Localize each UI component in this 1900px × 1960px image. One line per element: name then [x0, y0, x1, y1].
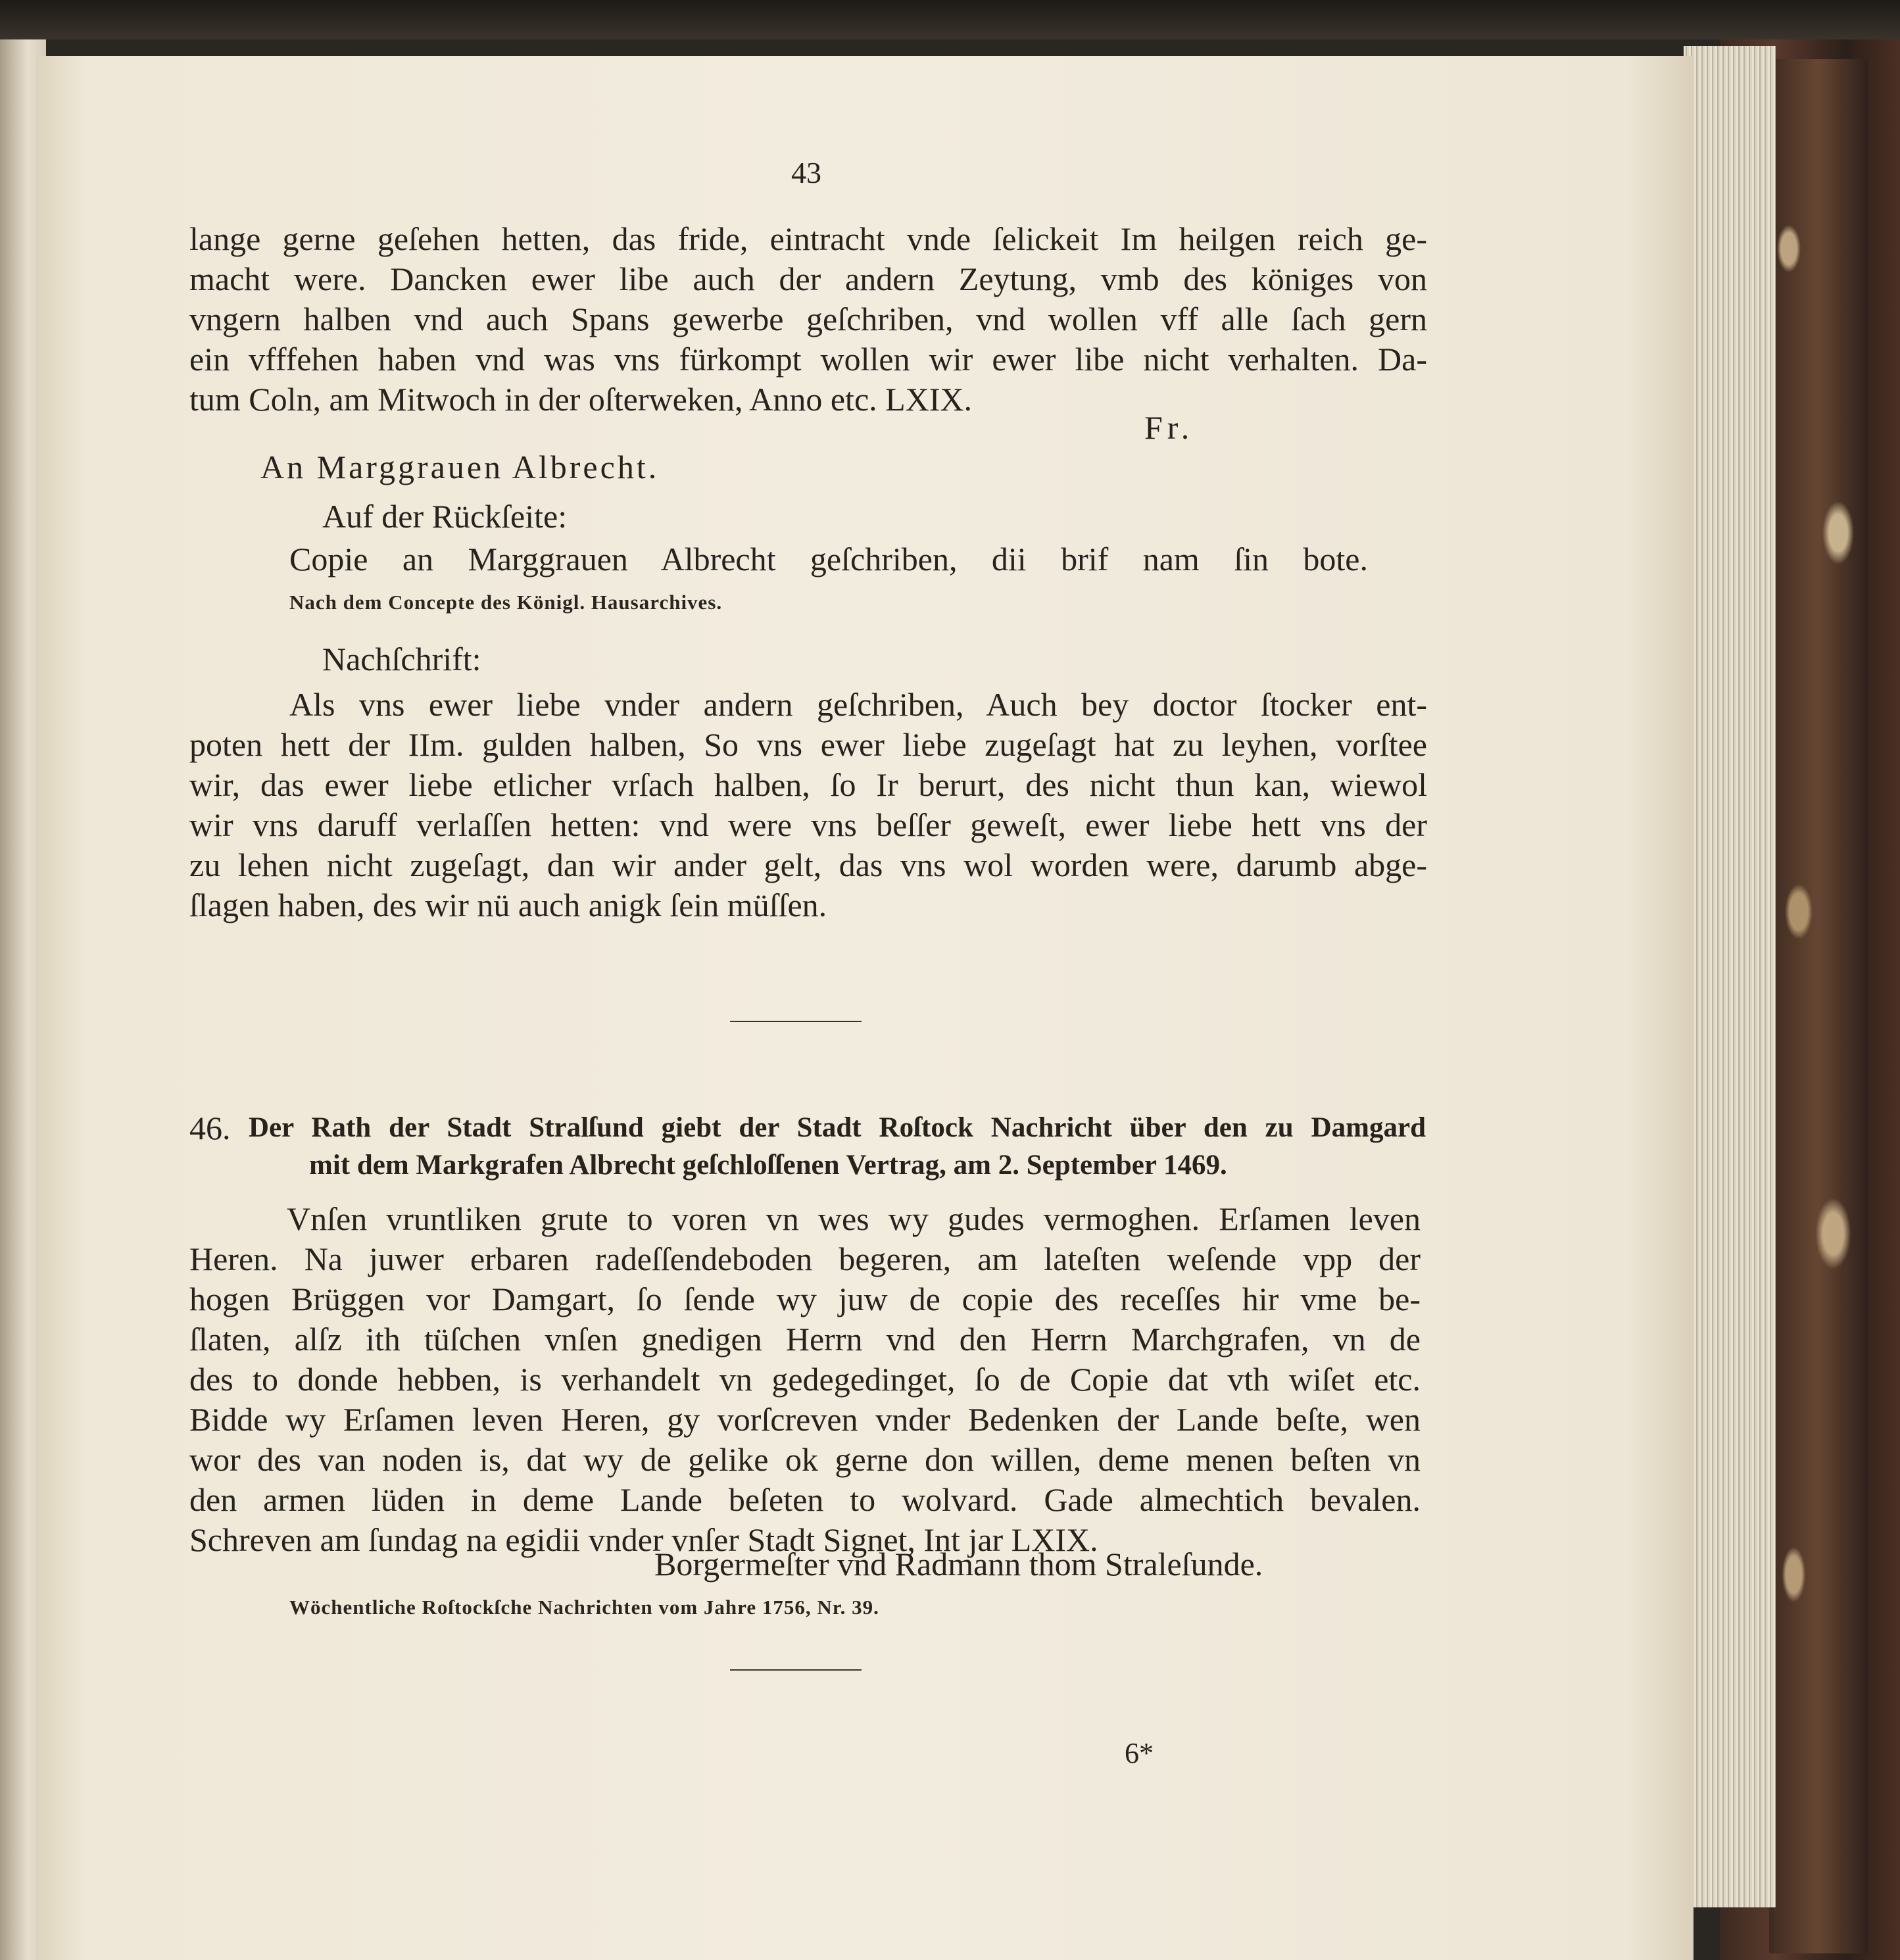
- top-edge: [0, 0, 1900, 39]
- postscript-line: Als vns ewer liebe vnder andern geſchriben, Auch bey doctor ſtocker ent-: [289, 686, 1427, 723]
- doc-line: Schreven am ſundag na egidii vnder vnſer Stadt Signet, Int jar LXIX.: [189, 1521, 1098, 1558]
- doc-source: Wöchentliche Roſtockſche Nachrichten vom Jahre 1756, Nr. 39.: [289, 1596, 879, 1619]
- doc-title-line: Der Rath der Stadt Stralſund giebt der Stadt Roſtock Nachricht über den zu Damgard: [249, 1112, 1426, 1143]
- doc-line: Heren. Na juwer erbaren radeſſendeboden begeren, am lateſten weſende vpp der: [189, 1240, 1421, 1277]
- doc-title-line: mit dem Markgrafen Albrecht geſchloſſenen Vertrag, am 2. September 1469.: [309, 1150, 1227, 1181]
- doc-line: Vnſen vruntliken grute to voren vn wes wy gudes vermoghen. Erſamen leven: [287, 1200, 1421, 1237]
- postscript-line: poten hett der IIm. gulden halben, So vns ewer liebe zugeſagt hat zu leyhen, vorſtee: [189, 726, 1427, 763]
- letter-line: lange gerne geſehen hetten, das fride, eintracht vnde ſelickeit Im heilgen reich ge-: [189, 220, 1427, 257]
- section-divider: [730, 1669, 862, 1671]
- letter-line: macht were. Dancken ewer libe auch der andern Zeytung, vmb des königes von: [189, 260, 1427, 297]
- letter-signoff: Fr.: [1144, 409, 1194, 446]
- postscript-line: wir, das ewer liebe etlicher vrſach halben, ſo Ir berurt, des nicht thun kan, wiewol: [189, 766, 1427, 803]
- doc-line: des to donde hebben, is verhandelt vn gedegedinget, ſo de Copie dat vth wiſet etc.: [189, 1361, 1421, 1398]
- doc-line: den armen lüden in deme Lande beſeten to wolvard. Gade almechtich bevalen.: [189, 1481, 1421, 1518]
- postscript-line: zu lehen nicht zugeſagt, dan wir ander gelt, das vns wol worden were, darumb abge-: [189, 846, 1427, 883]
- letter-line: ein vfffehen haben vnd was vns fürkompt wollen wir ewer libe nicht verhalten. Da-: [189, 341, 1427, 378]
- doc-body: [189, 1199, 1421, 1560]
- letter-body: [189, 219, 1427, 420]
- letter-addressee: An Marggrauen Albrecht.: [260, 449, 660, 485]
- letter-line: vngern halben vnd auch Spans gewerbe geſchriben, vnd wollen vff alle ſach gern: [189, 301, 1427, 337]
- marbled-cover: [1769, 59, 1868, 1953]
- doc-line: hogen Brüggen vor Damgart, ſo ſende wy juw de copie des receſſes hir vme be-: [189, 1281, 1421, 1317]
- postscript-line: ſlagen haben, des wir nü auch anigk ſein müſſen.: [189, 887, 827, 923]
- postscript-line: wir vns daruff verlaſſen hetten: vnd were vns beſſer geweſt, ewer liebe hett vns der: [189, 806, 1427, 843]
- signature-mark: 6*: [1125, 1737, 1154, 1769]
- doc-line: Bidde wy Erſamen leven Heren, gy vorſcreven vnder Bedenken der Lande beſte, wen: [189, 1401, 1421, 1438]
- letter-line: tum Coln, am Mitwoch in der oſterweken, Anno etc. LXIX.: [189, 381, 973, 418]
- page-stack: [1684, 46, 1776, 1907]
- postscript-heading: Nachſchrift:: [322, 641, 481, 677]
- letter-source: Nach dem Concepte des Königl. Hausarchives.: [289, 591, 723, 614]
- page-number: 43: [791, 156, 821, 189]
- reverse-text: Copie an Marggrauen Albrecht geſchriben, dii brif nam ſin bote.: [289, 541, 1368, 577]
- doc-number: 46.: [189, 1110, 231, 1146]
- section-divider: [730, 1021, 862, 1022]
- doc-signature: Borgermeſter vnd Radmann thom Straleſunde.: [654, 1546, 1263, 1582]
- reverse-heading: Auf der Rückſeite:: [322, 498, 568, 535]
- doc-line: wor des van noden is, dat wy de gelike ok gerne don willen, deme menen beſten vn: [189, 1441, 1421, 1478]
- doc-line: ſlaten, alſz ith tüſchen vnſen gnedigen Herrn vnd den Herrn Marchgrafen, vn de: [189, 1321, 1421, 1358]
- postscript-body: [189, 685, 1427, 925]
